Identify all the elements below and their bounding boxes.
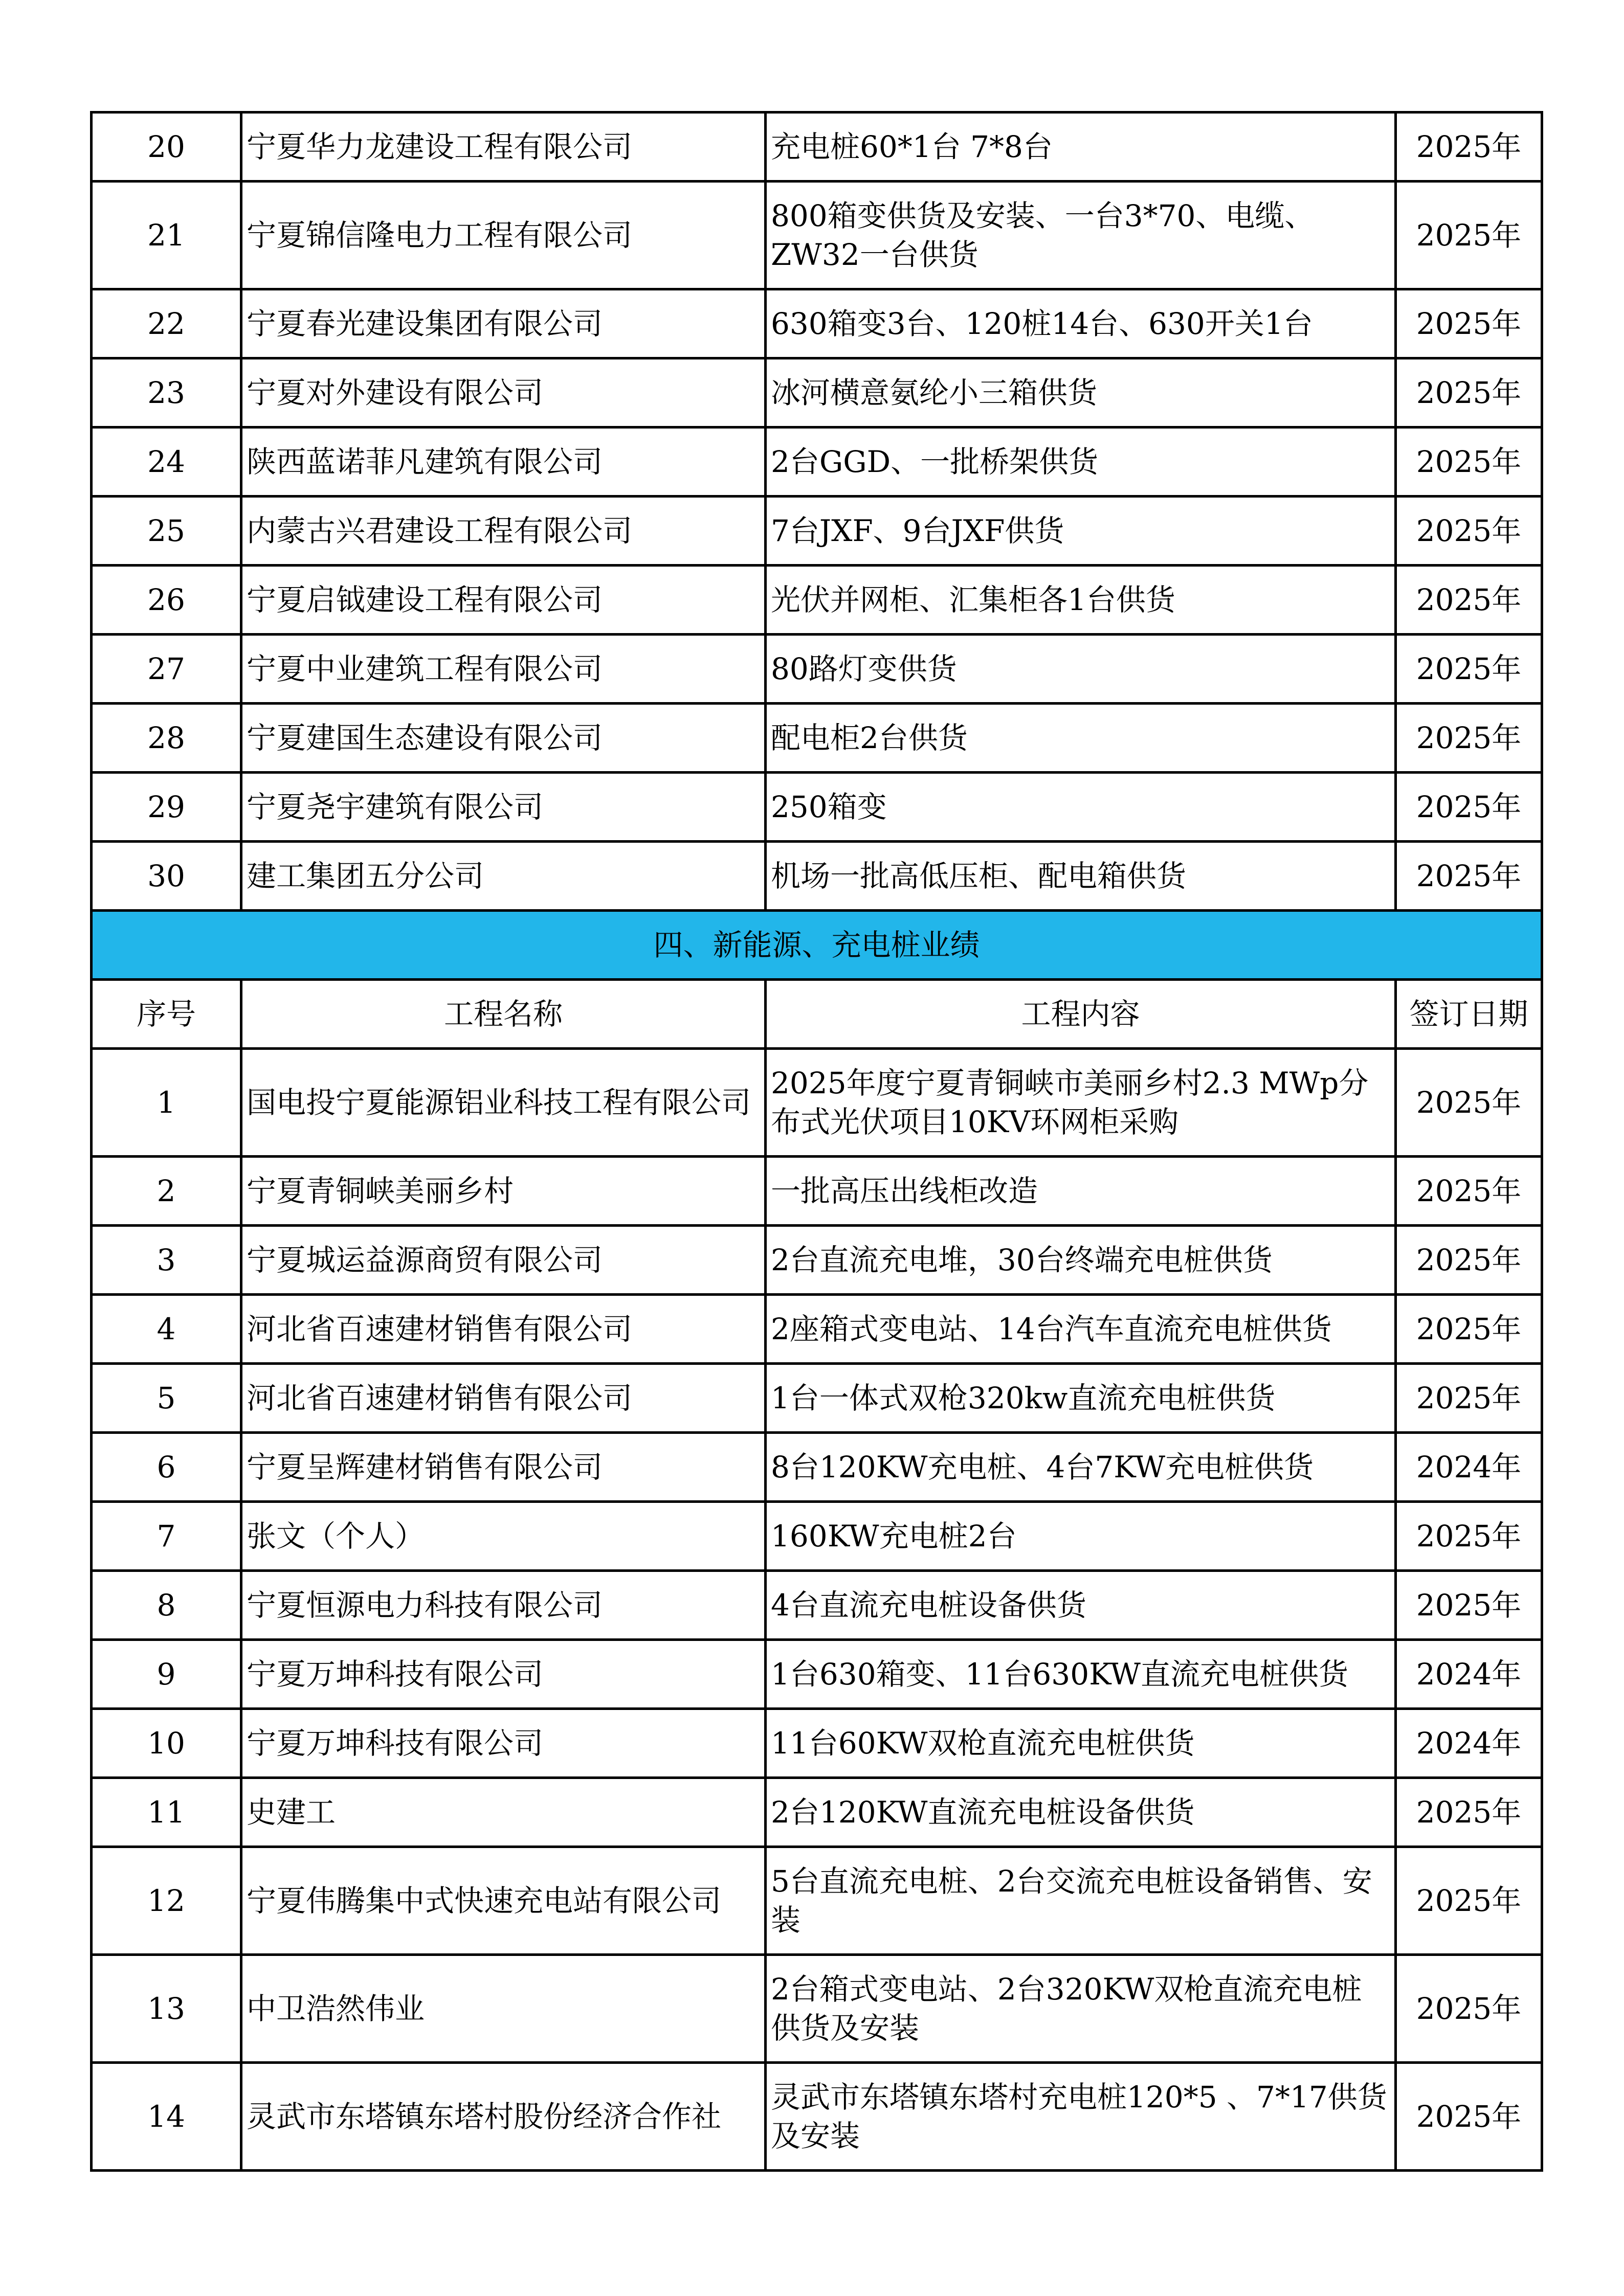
project-content: 2台GGD、一批桥架供货 (766, 427, 1396, 497)
table-row (92, 1640, 1542, 1709)
project-name: 宁夏伟腾集中式快速充电站有限公司 (241, 1847, 766, 1955)
signing-date: 2025年 (1396, 1157, 1542, 1226)
project-name: 宁夏呈辉建材销售有限公司 (241, 1433, 766, 1502)
row-number: 11 (92, 1778, 241, 1847)
row-number: 7 (92, 1502, 241, 1571)
table-row (92, 1049, 1542, 1157)
header-project-content: 工程内容 (766, 980, 1396, 1049)
signing-date: 2025年 (1396, 1778, 1542, 1847)
row-number: 10 (92, 1709, 241, 1778)
project-content: 2台箱式变电站、2台320KW双枪直流充电桩供货及安装 (766, 1955, 1396, 2063)
project-name: 宁夏春光建设集团有限公司 (241, 289, 766, 358)
row-number: 22 (92, 289, 241, 358)
project-content: 1台一体式双枪320kw直流充电桩供货 (766, 1364, 1396, 1433)
table-row (92, 1433, 1542, 1502)
signing-date: 2025年 (1396, 1502, 1542, 1571)
signing-date: 2025年 (1396, 358, 1542, 427)
table-row (92, 2063, 1542, 2171)
header-number: 序号 (92, 980, 241, 1049)
table-row (92, 182, 1542, 289)
signing-date: 2025年 (1396, 1847, 1542, 1955)
row-number: 24 (92, 427, 241, 497)
table-row (92, 112, 1542, 182)
project-name: 建工集团五分公司 (241, 842, 766, 911)
table-row (92, 635, 1542, 704)
project-name: 宁夏万坤科技有限公司 (241, 1640, 766, 1709)
row-number: 12 (92, 1847, 241, 1955)
project-content: 800箱变供货及安装、一台3*70、电缆、ZW32一台供货 (766, 182, 1396, 289)
table-row (92, 1778, 1542, 1847)
table-row (92, 358, 1542, 427)
project-content: 灵武市东塔镇东塔村充电桩120*5 、7*17供货及安装 (766, 2063, 1396, 2171)
row-number: 30 (92, 842, 241, 911)
table-header-row (92, 980, 1542, 1049)
row-number: 23 (92, 358, 241, 427)
project-name: 宁夏城运益源商贸有限公司 (241, 1226, 766, 1295)
project-name: 国电投宁夏能源铝业科技工程有限公司 (241, 1049, 766, 1157)
table-row (92, 497, 1542, 566)
table-row (92, 1364, 1542, 1433)
project-content: 80路灯变供货 (766, 635, 1396, 704)
row-number: 4 (92, 1295, 241, 1364)
row-number: 20 (92, 112, 241, 182)
project-content: 160KW充电桩2台 (766, 1502, 1396, 1571)
project-name: 宁夏对外建设有限公司 (241, 358, 766, 427)
project-name: 灵武市东塔镇东塔村股份经济合作社 (241, 2063, 766, 2171)
project-name: 宁夏中业建筑工程有限公司 (241, 635, 766, 704)
table-row (92, 1157, 1542, 1226)
signing-date: 2025年 (1396, 1364, 1542, 1433)
project-content: 充电桩60*1台 7*8台 (766, 112, 1396, 182)
row-number: 29 (92, 773, 241, 842)
row-number: 27 (92, 635, 241, 704)
row-number: 26 (92, 566, 241, 635)
project-content: 2座箱式变电站、14台汽车直流充电桩供货 (766, 1295, 1396, 1364)
project-content: 11台60KW双枪直流充电桩供货 (766, 1709, 1396, 1778)
signing-date: 2025年 (1396, 773, 1542, 842)
project-name: 内蒙古兴君建设工程有限公司 (241, 497, 766, 566)
row-number: 28 (92, 704, 241, 773)
row-number: 21 (92, 182, 241, 289)
section-band (92, 911, 1542, 980)
project-content: 5台直流充电桩、2台交流充电桩设备销售、安装 (766, 1847, 1396, 1955)
signing-date: 2025年 (1396, 1955, 1542, 2063)
project-content: 一批高压出线柜改造 (766, 1157, 1396, 1226)
project-name: 宁夏尧宇建筑有限公司 (241, 773, 766, 842)
signing-date: 2024年 (1396, 1640, 1542, 1709)
project-name: 宁夏青铜峡美丽乡村 (241, 1157, 766, 1226)
section-title: 四、新能源、充电桩业绩 (92, 911, 1542, 980)
project-content: 配电柜2台供货 (766, 704, 1396, 773)
project-name: 陕西蓝诺菲凡建筑有限公司 (241, 427, 766, 497)
records-table (90, 111, 1543, 2172)
row-number: 13 (92, 1955, 241, 2063)
project-name: 宁夏建国生态建设有限公司 (241, 704, 766, 773)
table-row (92, 1226, 1542, 1295)
header-project-name: 工程名称 (241, 980, 766, 1049)
signing-date: 2025年 (1396, 1295, 1542, 1364)
table-row (92, 427, 1542, 497)
project-content: 2025年度宁夏青铜峡市美丽乡村2.3 MWp分布式光伏项目10KV环网柜采购 (766, 1049, 1396, 1157)
table-row (92, 704, 1542, 773)
signing-date: 2025年 (1396, 566, 1542, 635)
signing-date: 2025年 (1396, 635, 1542, 704)
table-row (92, 1571, 1542, 1640)
project-name: 中卫浩然伟业 (241, 1955, 766, 2063)
header-signing-date: 签订日期 (1396, 980, 1542, 1049)
project-content: 630箱变3台、120桩14台、630开关1台 (766, 289, 1396, 358)
project-content: 2台120KW直流充电桩设备供货 (766, 1778, 1396, 1847)
signing-date: 2025年 (1396, 182, 1542, 289)
signing-date: 2024年 (1396, 1709, 1542, 1778)
project-content: 8台120KW充电桩、4台7KW充电桩供货 (766, 1433, 1396, 1502)
project-name: 宁夏锦信隆电力工程有限公司 (241, 182, 766, 289)
table-row (92, 773, 1542, 842)
table-row (92, 1955, 1542, 2063)
signing-date: 2025年 (1396, 1049, 1542, 1157)
table-row (92, 1847, 1542, 1955)
table-row (92, 842, 1542, 911)
project-name: 宁夏启钺建设工程有限公司 (241, 566, 766, 635)
table-row (92, 1295, 1542, 1364)
table-row (92, 1502, 1542, 1571)
project-content: 250箱变 (766, 773, 1396, 842)
project-content: 机场一批高低压柜、配电箱供货 (766, 842, 1396, 911)
performance-sheet (90, 111, 1541, 2172)
signing-date: 2025年 (1396, 497, 1542, 566)
table-row (92, 1709, 1542, 1778)
signing-date: 2024年 (1396, 1433, 1542, 1502)
table-row (92, 289, 1542, 358)
row-number: 9 (92, 1640, 241, 1709)
row-number: 5 (92, 1364, 241, 1433)
row-number: 3 (92, 1226, 241, 1295)
signing-date: 2025年 (1396, 427, 1542, 497)
project-name: 宁夏华力龙建设工程有限公司 (241, 112, 766, 182)
project-content: 7台JXF、9台JXF供货 (766, 497, 1396, 566)
project-content: 光伏并网柜、汇集柜各1台供货 (766, 566, 1396, 635)
row-number: 8 (92, 1571, 241, 1640)
project-content: 4台直流充电桩设备供货 (766, 1571, 1396, 1640)
signing-date: 2025年 (1396, 1571, 1542, 1640)
project-content: 冰河横意氨纶小三箱供货 (766, 358, 1396, 427)
signing-date: 2025年 (1396, 842, 1542, 911)
row-number: 1 (92, 1049, 241, 1157)
project-name: 河北省百速建材销售有限公司 (241, 1364, 766, 1433)
signing-date: 2025年 (1396, 289, 1542, 358)
row-number: 25 (92, 497, 241, 566)
project-name: 宁夏恒源电力科技有限公司 (241, 1571, 766, 1640)
project-name: 宁夏万坤科技有限公司 (241, 1709, 766, 1778)
table-row (92, 566, 1542, 635)
project-content: 2台直流充电堆，30台终端充电桩供货 (766, 1226, 1396, 1295)
signing-date: 2025年 (1396, 704, 1542, 773)
project-content: 1台630箱变、11台630KW直流充电桩供货 (766, 1640, 1396, 1709)
project-name: 河北省百速建材销售有限公司 (241, 1295, 766, 1364)
signing-date: 2025年 (1396, 1226, 1542, 1295)
signing-date: 2025年 (1396, 2063, 1542, 2171)
project-name: 张文（个人） (241, 1502, 766, 1571)
signing-date: 2025年 (1396, 112, 1542, 182)
row-number: 6 (92, 1433, 241, 1502)
row-number: 2 (92, 1157, 241, 1226)
row-number: 14 (92, 2063, 241, 2171)
project-name: 史建工 (241, 1778, 766, 1847)
